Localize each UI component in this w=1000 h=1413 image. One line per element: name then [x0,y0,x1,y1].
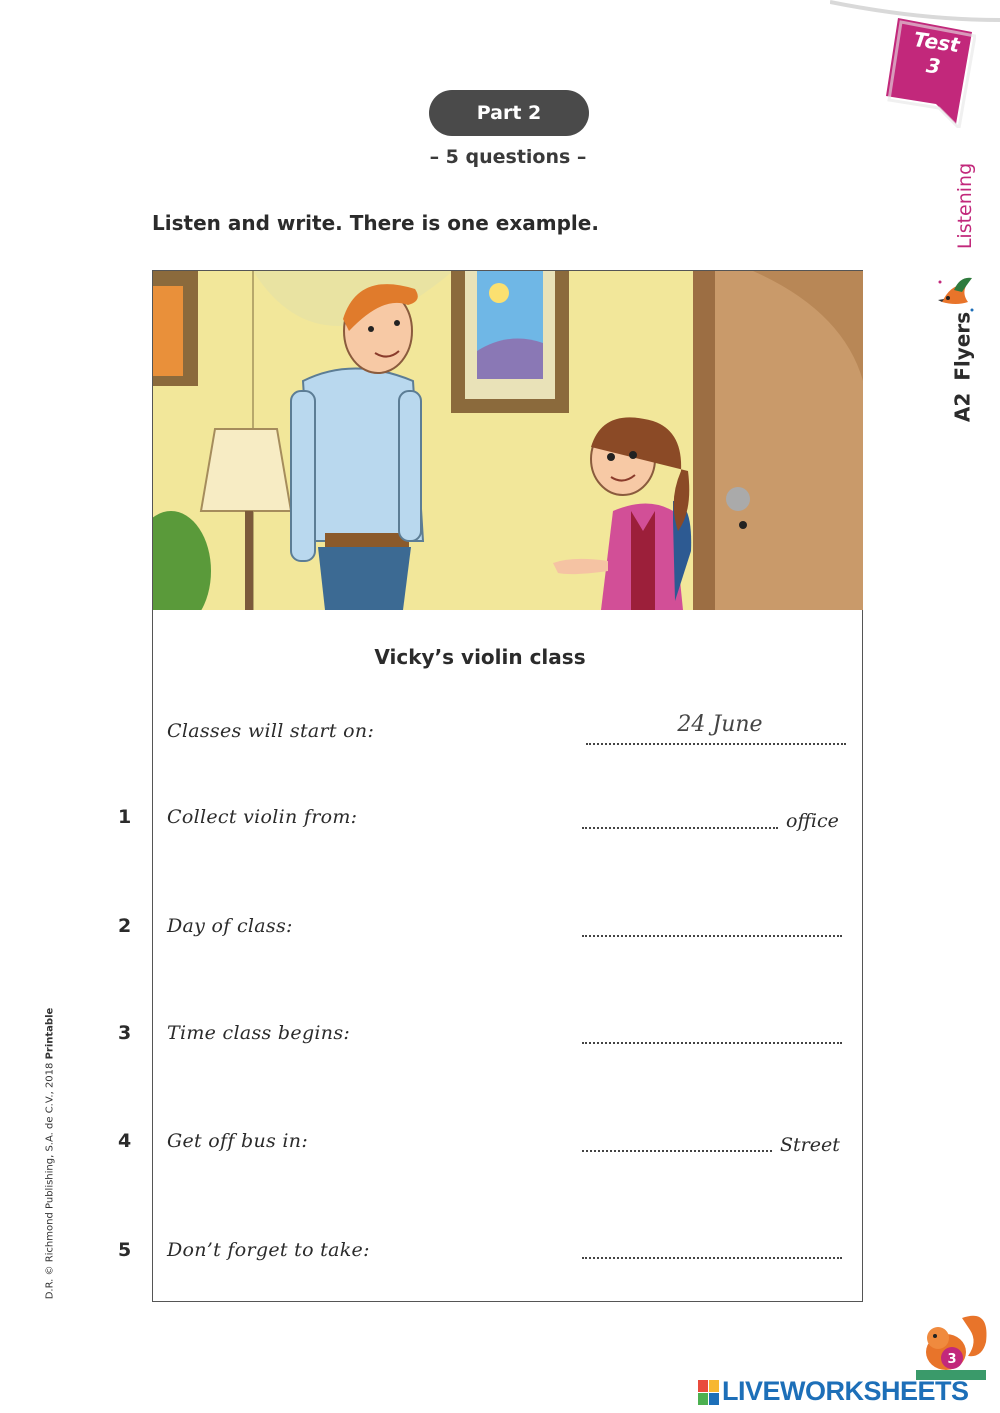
test-badge [897,25,973,82]
answer-suffix: office [786,810,839,832]
question-label: Get off bus in: [167,1130,309,1152]
answer-line[interactable] [582,1042,842,1044]
question-number: 4 [118,1130,132,1152]
side-exam-label [951,300,975,435]
scene-illustration [153,271,863,610]
side-exam: Flyers [950,311,975,381]
example-answer: 24 June [677,712,763,737]
question-number: 3 [118,1022,132,1044]
side-skill-label: Listening [954,162,976,250]
copyright-text: D.R. © Richmond Publishing, S.A. de C.V., 2018 [44,1062,56,1300]
liveworksheets-logo [698,1380,720,1406]
question-label: Day of class: [167,915,293,937]
question-label: Time class begins: [167,1022,351,1044]
worksheet-title: Vicky’s violin class [374,645,586,669]
answer-line[interactable] [582,1257,842,1259]
questions-count: – 5 questions – [429,146,587,168]
question-number: 1 [118,806,132,828]
side-level: A2 [950,392,975,423]
brand-name[interactable]: LIVEWORKSHEETS [722,1376,969,1406]
answer-line[interactable] [582,1150,772,1152]
example-label: Classes will start on: [167,720,375,742]
copyright-note [45,994,56,1314]
test-badge-number: 3 [924,53,942,79]
instruction-text: Listen and write. There is one example. [152,211,599,235]
copyright-tag: Printable [44,1007,56,1060]
answer-suffix: Street [780,1134,840,1156]
part-heading: Part 2 [429,90,589,136]
question-label: Don’t forget to take: [167,1239,370,1261]
squirrel-mascot-icon [912,1308,992,1383]
mascot-number: 3 [947,1352,957,1367]
question-number: 5 [118,1239,132,1261]
answer-line[interactable] [582,827,778,829]
answer-line[interactable] [582,935,842,937]
question-number: 2 [118,915,132,937]
example-answer-line [586,743,846,745]
question-label: Collect violin from: [167,806,358,828]
test-badge-label: Test [912,27,962,58]
